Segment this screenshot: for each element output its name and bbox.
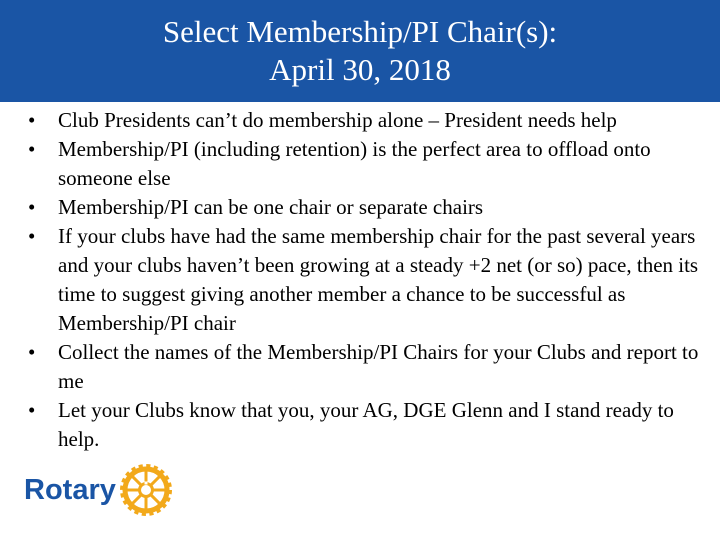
- bullet-marker: •: [28, 137, 36, 161]
- slide-title: [163, 13, 557, 89]
- bullet-item: [28, 193, 708, 222]
- bullet-text: Membership/PI (including retention) is the perfect area to offload onto someone else: [58, 137, 651, 190]
- rotary-wordmark: Rotary: [24, 473, 116, 506]
- bullet-text: Club Presidents can’t do membership alone – President needs help: [58, 108, 617, 132]
- bullet-marker: •: [28, 224, 36, 248]
- rotary-logo: [24, 462, 173, 518]
- bullet-marker: •: [28, 195, 36, 219]
- bullet-text: If your clubs have had the same membership chair for the past several years and your clubs haven’t been growing at a steady +2 net (or so) pace, then its time to suggest giving another member a chance to be successful as Membership/PI chair: [58, 224, 699, 335]
- bullet-text: Membership/PI can be one chair or separate chairs: [58, 195, 484, 219]
- bullet-text: Collect the names of the Membership/PI Chairs for your Clubs and report to me: [58, 340, 699, 393]
- bullet-item: [28, 106, 708, 135]
- bullet-item: [28, 338, 708, 396]
- bullet-marker: •: [28, 340, 36, 364]
- bullet-item: [28, 396, 708, 454]
- bullet-list: [28, 106, 708, 454]
- title-line-1: Select Membership/PI Chair(s):: [162, 14, 558, 49]
- title-banner: [0, 0, 720, 102]
- bullet-item: [28, 222, 708, 338]
- bullet-marker: •: [28, 108, 36, 132]
- bullet-text: Let your Clubs know that you, your AG, DGE Glenn and I stand ready to help.: [58, 398, 674, 451]
- bullet-marker: •: [28, 398, 36, 422]
- title-line-2: April 30, 2018: [269, 52, 451, 87]
- rotary-wheel-icon: [119, 463, 173, 517]
- bullet-item: [28, 135, 708, 193]
